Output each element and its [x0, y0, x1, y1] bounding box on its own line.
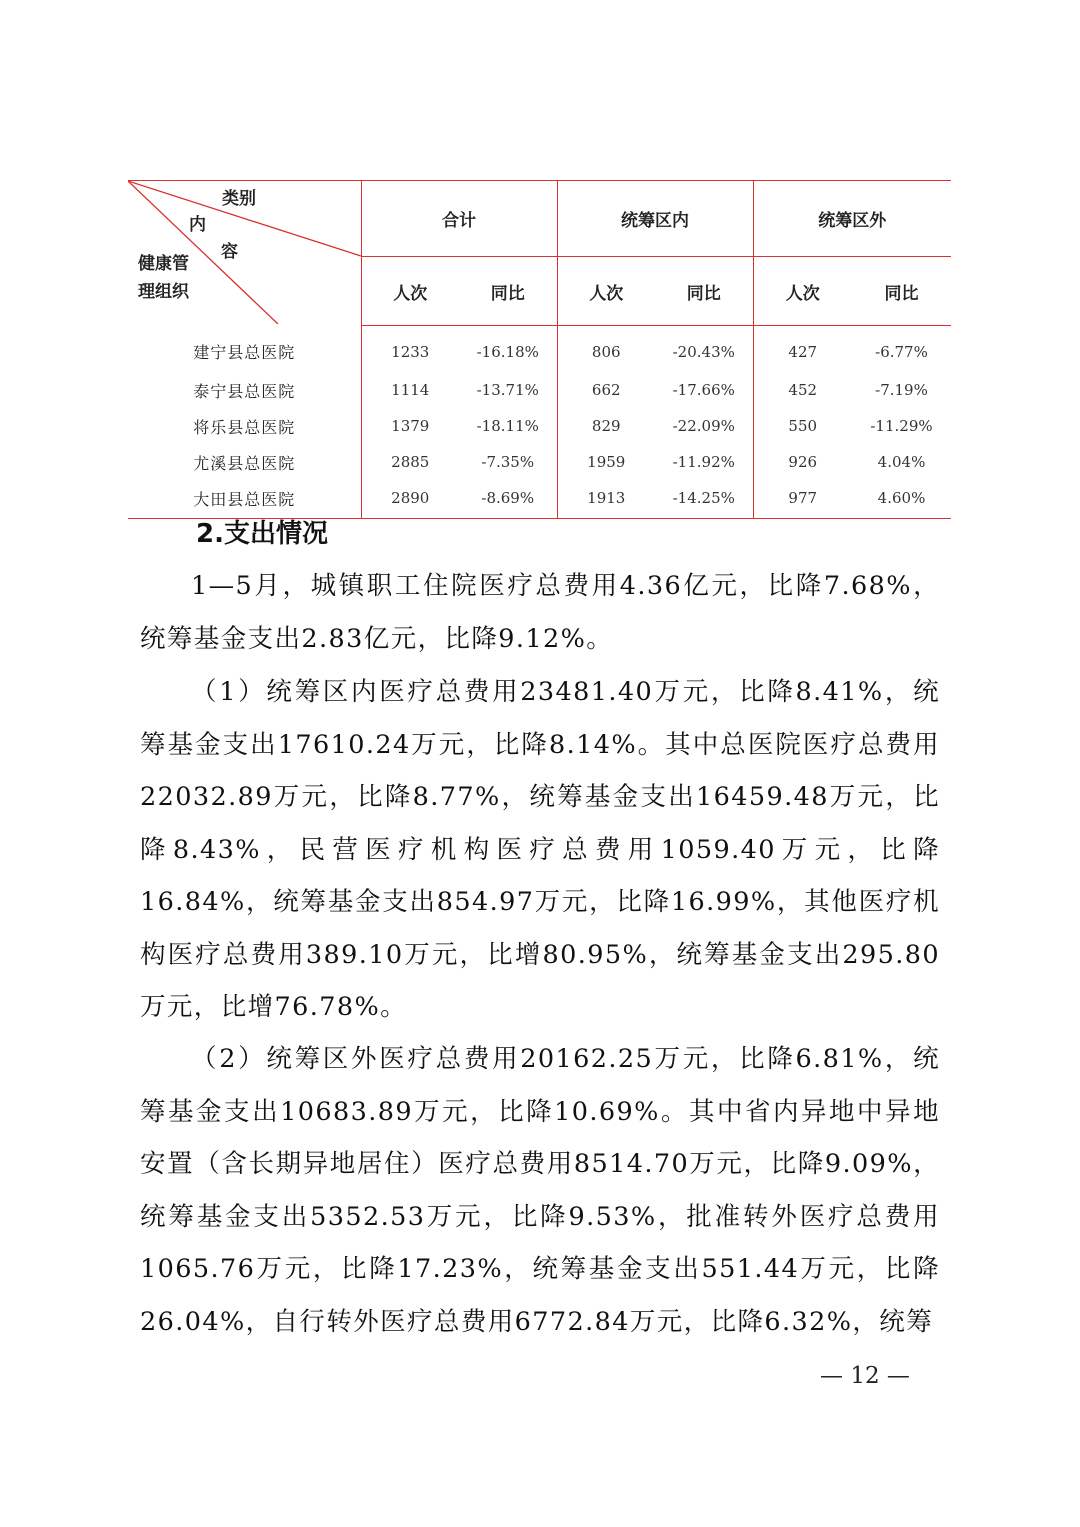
cell-total-yoy: -18.11% [476, 417, 539, 435]
cell-inside-count: 1913 [557, 480, 655, 519]
org-name: 大田县总医院 [128, 480, 361, 519]
cell-outside-count: 427 [753, 326, 852, 373]
table-row [128, 408, 951, 444]
cell-total-count: 1379 [361, 408, 459, 444]
cell-total-yoy: -8.69% [459, 480, 557, 519]
org-name: 泰宁县总医院 [193, 381, 296, 401]
cell-total-count: 1114 [361, 372, 459, 408]
paragraph-outside-region: （2）统筹区外医疗总费用20162.25万元，比降6.81%，统筹基金支出10683.89万元，比降10.69%。其中省内异地中异地安置（含长期异地居住）医疗总费用8514.70万元，比降9.09%，统筹基金支出5352.53万元，比降9.53%，批准转外医疗总费用1065.76万元，比降17.23%，统筹基金支出551.44万元，比降26.04%，自行转外医疗总费用6772.84万元，比降6.32%，统筹 [140, 1044, 940, 1337]
subheader-yoy: 同比 [459, 257, 557, 326]
table-row [128, 444, 951, 480]
stats-table [128, 180, 951, 519]
cell-inside-count: 806 [557, 326, 655, 373]
cell-outside-count: 977 [753, 480, 852, 519]
cell-outside-yoy: -6.77% [875, 343, 928, 361]
table-row [128, 326, 951, 373]
subheader-yoy: 同比 [655, 257, 753, 326]
cell-outside-count: 452 [753, 372, 852, 408]
corner-org-label-1: 健康管 [138, 254, 189, 274]
cell-inside-yoy: -17.66% [672, 381, 735, 399]
cell-outside-count: 926 [753, 444, 852, 480]
subheader-count: 人次 [557, 257, 655, 326]
cell-outside-yoy: -11.29% [870, 417, 933, 435]
page-number: — 12 — [820, 1363, 910, 1389]
cell-total-yoy: -16.18% [476, 343, 539, 361]
org-name: 将乐县总医院 [193, 417, 296, 437]
subheader-yoy: 同比 [852, 257, 951, 326]
paragraph-summary: 1—5月，城镇职工住院医疗总费用4.36亿元，比降7.68%，统筹基金支出2.83亿元，比降9.12%。 [140, 571, 940, 654]
cell-inside-count: 1959 [557, 444, 655, 480]
cell-inside-yoy: -20.43% [672, 343, 735, 361]
group-header-inside: 统筹区内 [557, 181, 753, 257]
org-name: 尤溪县总医院 [193, 453, 296, 473]
cell-inside-yoy: -11.92% [672, 453, 735, 471]
table-corner-cell [128, 181, 361, 326]
corner-content-label-2: 容 [221, 242, 238, 262]
cell-inside-yoy: -22.09% [672, 417, 735, 435]
subheader-count: 人次 [753, 257, 852, 326]
corner-org-label-2: 理组织 [138, 282, 189, 302]
cell-outside-yoy: -7.19% [875, 381, 928, 399]
group-header-outside: 统筹区外 [753, 181, 951, 257]
subheader-count: 人次 [361, 257, 459, 326]
cell-total-count: 1233 [361, 326, 459, 373]
cell-total-yoy: -7.35% [481, 453, 535, 471]
corner-content-label-1: 内 [189, 215, 206, 235]
cell-inside-count: 662 [557, 372, 655, 408]
cell-inside-count: 829 [557, 408, 655, 444]
cell-inside-yoy: -14.25% [655, 480, 753, 519]
cell-outside-yoy: 4.04% [877, 453, 926, 471]
cell-outside-count: 550 [753, 408, 852, 444]
cell-total-yoy: -13.71% [476, 381, 539, 399]
corner-category-label: 类别 [222, 189, 256, 209]
section-title: 2.支出情况 [196, 519, 328, 549]
table-row [128, 372, 951, 408]
cell-total-count: 2885 [361, 444, 459, 480]
cell-outside-yoy: 4.60% [852, 480, 951, 519]
paragraph-inside-region: （1）统筹区内医疗总费用23481.40万元，比降8.41%，统筹基金支出17610.24万元，比降8.14%。其中总医院医疗总费用22032.89万元，比降8.77%，统筹基金支出16459.48万元，比降8.43%，民营医疗机构医疗总费用1059.40万元，比降16.84%，统筹基金支出854.97万元，比降16.99%，其他医疗机构医疗总费用389.10万元，比增80.95%，统筹基金支出295.80万元，比增76.78%。 [140, 677, 940, 1022]
org-name: 建宁县总医院 [193, 343, 296, 363]
group-header-total: 合计 [361, 181, 557, 257]
cell-total-count: 2890 [361, 480, 459, 519]
